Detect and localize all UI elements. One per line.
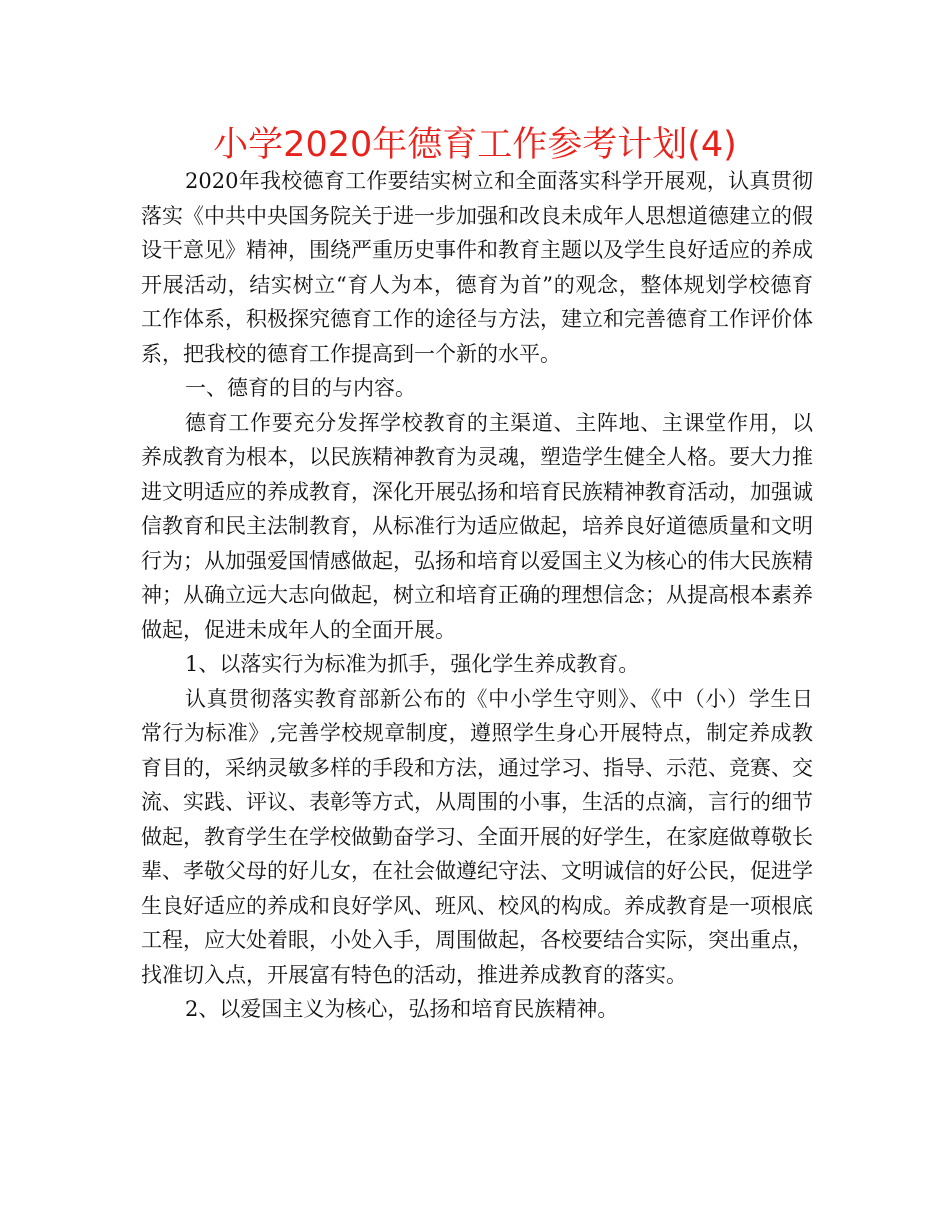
document-body xyxy=(141,164,813,1027)
document-title: 小学2020年德育工作参考计划(4) xyxy=(213,125,737,165)
paragraph-intro: 2020年我校德育工作要结实树立和全面落实科学开展观，认真贯彻落实《中共中央国务院关于进一步加强和改良未成年人思想道德建立的假设干意见》精神，围绕严重历史事件和教育主题以及学生良好适应的养成开展活动，结实树立“育人为本，德育为首”的观念，整体规划学校德育工作体系，积极探究德育工作的途径与方法，建立和完善德育工作评价体系，把我校的德育工作提高到一个新的水平。 xyxy=(141,169,813,366)
heading-section-one: 一、德育的目的与内容。 xyxy=(185,376,416,400)
heading-item-one: 1、以落实行为标准为抓手，强化学生养成教育。 xyxy=(185,652,640,676)
paragraph-item-one: 认真贯彻落实教育部新公布的《中小学生守则》、《中（小）学生日常行为标准》,完善学校规章制度，遵照学生身心开展特点，制定养成教育目的，采纳灵敏多样的手段和方法，通过学习、指导、示范、竞赛、交流、实践、评议、表彰等方式，从周围的小事，生活的点滴，言行的细节做起，教育学生在学校做勤奋学习、全面开展的好学生，在家庭做尊敬长辈、孝敬父母的好儿女，在社会做遵纪守法、文明诚信的好公民，促进学生良好适应的养成和良好学风、班风、校风的构成。养成教育是一项根底工程，应大处着眼，小处入手，周围做起，各校要结合实际，突出重点，找准切入点，开展富有特色的活动，推进养成教育的落实。 xyxy=(141,686,813,987)
heading-item-two: 2、以爱国主义为核心，弘扬和培育民族精神。 xyxy=(185,997,619,1021)
paragraph-section-one: 德育工作要充分发挥学校教育的主渠道、主阵地、主课堂作用，以养成教育为根本，以民族精神教育为灵魂，塑造学生健全人格。要大力推进文明适应的养成教育，深化开展弘扬和培育民族精神教育活动，加强诚信教育和民主法制教育，从标准行为适应做起，培养良好道德质量和文明行为；从加强爱国情感做起，弘扬和培育以爱国主义为核心的伟大民族精神；从确立远大志向做起，树立和培育正确的理想信念；从提高根本素养做起，促进未成年人的全面开展。 xyxy=(141,410,813,642)
